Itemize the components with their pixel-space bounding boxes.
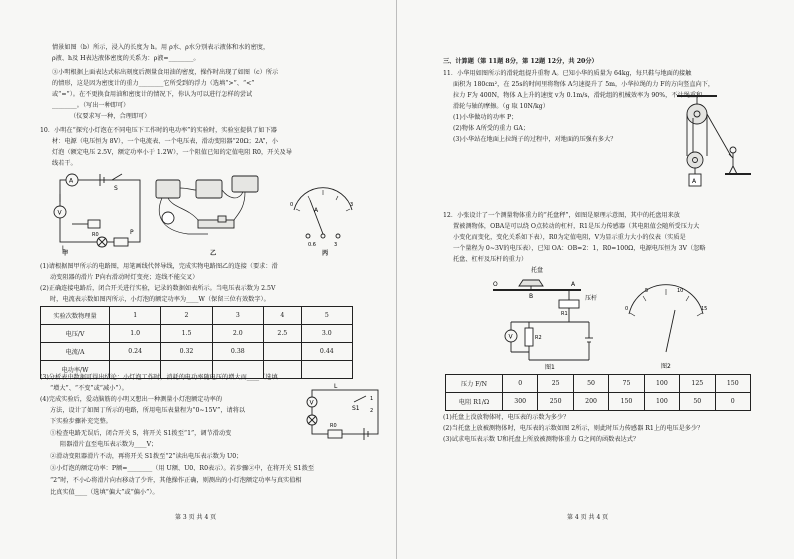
table-cell: 50 [573, 375, 608, 393]
text-line: 置被测物体，OBA是可以绕 O点转动的杠杆，R1是压力传感器（其电阻值会随所受压力大 [453, 223, 700, 230]
text-line: 面积为 180cm²，在 25s的时间里将物体 A匀速提升了 5m，小华拉绳的力 F的方向竖直向下， [453, 81, 715, 88]
text-line: 或“=”）。在不更换食用油和密度计的情况下，你认为可以进行怎样的尝试 [52, 91, 253, 98]
svg-text:1: 1 [370, 396, 374, 402]
pivot-o-label: O [493, 281, 498, 288]
table-cell: 电阻 R1/Ω [446, 393, 503, 411]
text-line: 托盘、杠杆及压杆的重力） [453, 256, 528, 263]
table-cell: 1.0 [110, 325, 161, 343]
text-line: 的情形，这是因为密度计的重力________它所受到的浮力（选填“>”、“<” [52, 80, 255, 87]
text-line: 阻器滑片直至电压表示数为____V； [60, 441, 158, 448]
page-footer: 第 3 页 共 4 页 [175, 514, 217, 521]
table-cell: 125 [680, 375, 715, 393]
pulley-system-figure [673, 92, 753, 194]
apparatus-yi [148, 168, 278, 248]
question-11: 11．小华用如图所示的滑轮组提升重物 A。已知小华的质量为 64kg，每只鞋与地面的接触 [443, 70, 692, 77]
point-b-label: B [529, 293, 534, 300]
text-line: “增大”、“不变”或“减小”）。 [50, 385, 128, 392]
svg-text:V: V [508, 333, 513, 341]
gauge-tick: 15 [701, 306, 708, 312]
svg-text:0: 0 [290, 202, 294, 208]
text-line: 一个量程为 0~3V的电压表），已知 OA：OB=2：1，R0=100Ω，电源电压恒为 3V（忽略 [453, 245, 706, 252]
table-header: 2 [161, 307, 212, 325]
text-line: ③小明根据上面表达式标出刻度后测量食用油的密度，操作时出现了如图（c）所示 [52, 69, 279, 76]
table-cell: 1.5 [161, 325, 212, 343]
svg-text:S1: S1 [352, 405, 360, 412]
figure1-label: 图1 [545, 364, 555, 371]
table-row [446, 393, 751, 411]
table-cell: 电流/A [41, 343, 110, 361]
text-line: (1)托盘上没放物体时，电压表的示数为多少？ [443, 414, 570, 421]
table-cell: 0.38 [212, 343, 263, 361]
text-line: (4)完成实验后，爱动脑筋的小明又想出一种测量小灯泡额定功率的 [40, 396, 223, 403]
text-line: 情景如图（b）所示，浸入的长度为 h。用 ρ水、ρ水分别表示液体和水的密度， [52, 44, 270, 51]
text-line: 灯泡（额定电压 2.5V，额定功率小于 1.2W），一个阻值已知的定值电阻 R0，开关及导 [52, 149, 292, 156]
pulley-block-label: A [692, 178, 697, 185]
table-cell: 压力 F/N [446, 375, 503, 393]
table-cell: 2.5 [263, 325, 301, 343]
table-cell: 75 [609, 375, 644, 393]
svg-text:A: A [69, 177, 74, 185]
table-cell: 50 [680, 393, 715, 411]
text-line: 时，电流表示数如图丙所示，小灯泡的额定功率为____W（保留三位有效数字）。 [50, 296, 270, 303]
table-cell: 电功率/W [41, 361, 110, 379]
gauge-tick: 5 [645, 288, 649, 294]
text-line: (2)物体 A所受的重力 GA； [453, 125, 530, 132]
text-line: (3)分析表中数据可得出结论：小灯泡工作时，消耗的电功率随电压的增大而____（选填 [40, 374, 278, 381]
svg-text:P: P [130, 229, 134, 236]
right-page [397, 0, 794, 559]
table-cell: 100 [644, 375, 679, 393]
table-row [446, 375, 751, 393]
table-cell: 0.32 [161, 343, 212, 361]
table-cell: 250 [538, 393, 573, 411]
text-line: (2)当托盘上放被测物体时，电压表的示数如图 2所示，则此时压力传感器 R1上的电压是多少？ [443, 425, 704, 432]
text-line: （仪要求写一种，合理即可） [70, 113, 151, 120]
table-cell: 300 [503, 393, 538, 411]
r2-label: R2 [535, 335, 542, 341]
table-cell: 0 [503, 375, 538, 393]
svg-text:3: 3 [334, 242, 338, 248]
question-10: 10．小明在“探究小灯泡在不同电压下工作时的电功率”的实验时，实验室提供了如下器 [40, 127, 277, 134]
svg-text:3: 3 [350, 202, 354, 208]
table-cell: 0 [715, 393, 750, 411]
text-line: ________。（写出一种即可） [52, 102, 130, 109]
figure-label-yi: 乙 [210, 250, 217, 257]
table-header: 5 [301, 307, 352, 325]
data-table-10 [40, 306, 353, 379]
svg-text:0.6: 0.6 [308, 242, 316, 248]
text-line: (1)小华做功的功率 P； [453, 114, 518, 121]
table-cell: 电压/V [41, 325, 110, 343]
text-line: (3)小华站在地面上拉绳子的过程中，对地面的压强有多大？ [453, 136, 617, 143]
figure2-label: 图2 [661, 363, 671, 370]
scale-circuit-figure [489, 266, 609, 370]
ammeter-dial-bing [288, 186, 358, 246]
table-header: 实验次数物理量 [41, 307, 110, 325]
svg-text:A: A [314, 207, 319, 214]
svg-text:R0: R0 [92, 232, 99, 238]
text-line: 方法，设计了如图丁所示的电路，所用电压表量程为“0~15V”，请将以 [50, 407, 246, 414]
svg-text:V: V [309, 399, 314, 407]
text-line: 下实验步骤补充完整。 [50, 418, 112, 425]
svg-text:V: V [57, 209, 62, 217]
table-cell: 0.44 [301, 343, 352, 361]
table-cell [301, 361, 352, 379]
figure-label-bing: 丙 [322, 250, 329, 257]
point-a-label: A [571, 281, 576, 288]
section-title: 三、计算题（第 11题 8分，第 12题 12分，共 20分） [443, 58, 598, 65]
text-line: ②滑动变阻器滑片不动，再将开关 S1拨至“2”读出电压表示数为 U0； [50, 453, 243, 460]
text-line: 动变阻器的滑片 P向右滑动时灯变亮；连线不能交叉） [50, 274, 199, 281]
svg-text:S: S [114, 185, 118, 192]
gauge-tick: 0 [625, 306, 629, 312]
table-cell: 100 [644, 393, 679, 411]
table-cell: 3.0 [301, 325, 352, 343]
svg-text:L: L [334, 383, 338, 390]
page-footer: 第 4 页 共 4 页 [567, 514, 609, 521]
text-line: “2”时，不小心将滑片向右移动了少许，其他操作正确，则测出的小灯泡额定功率与真实值相 [50, 477, 302, 484]
table-cell [263, 343, 301, 361]
table-row [41, 343, 353, 361]
tray-label: 托盘 [531, 267, 544, 274]
pressure-resistance-table [445, 374, 751, 411]
table-header: 3 [212, 307, 263, 325]
circuit-diagram-ding [304, 382, 386, 442]
svg-text:2: 2 [370, 408, 374, 414]
rod-label: 压杆 [585, 295, 598, 302]
table-row [41, 325, 353, 343]
text-line: 小变化而变化，变化关系如下表），R0为定值电阻，V为显示重力大小的仪表（实质是 [453, 234, 686, 241]
text-line: (3)试求电压表示数 U和托盘上所放被测物体重力 G之间的函数表达式？ [443, 436, 640, 443]
table-cell: 150 [715, 375, 750, 393]
r1-label: R1 [561, 311, 568, 317]
circuit-diagram-jia [52, 172, 152, 252]
svg-text:R0: R0 [330, 423, 337, 429]
text-line: ①检查电路无误后，闭合开关 S，将开关 S1拨至“1”，调节滑动变 [50, 430, 232, 437]
figure-label-jia: 甲 [62, 250, 69, 257]
gauge-tick: 10 [677, 288, 684, 294]
table-cell: 25 [538, 375, 573, 393]
table-cell: 0.24 [110, 343, 161, 361]
text-line: 材：电源（电压恒为 8V），一个电流表、一个电压表，滑动变阻器“20Ω；2A”，小 [52, 138, 278, 145]
text-line: ③小灯泡的额定功率：P额=________（用 U额、U0、R0表示）。若步骤②中，在将开关 S1拨至 [50, 465, 315, 472]
svg-text:L: L [62, 245, 66, 252]
table-cell: 150 [609, 393, 644, 411]
text-line: (2)正确连接电路后，闭合开关进行实验，记录的数据如表所示。当电压表示数为 2.5V [40, 285, 276, 292]
text-line: (1)请根据图甲所示的电路图，用笔画线代替导线，完成实物电路图乙的连接（要求：滑 [40, 263, 278, 270]
text-line: 比真实值____（选填“偏大”或“偏小”）。 [50, 489, 159, 496]
voltmeter-dial-figure [621, 284, 711, 370]
text-line: 拉力 F为 400N，物体 A上升的速度 v为 0.1m/s，滑轮组的机械效率为 90%，不计绳重和 [453, 92, 703, 99]
table-header: 1 [110, 307, 161, 325]
table-header: 4 [263, 307, 301, 325]
question-12: 12．小张设计了一个测量物体重力的“托盘秤”，如图是原理示意图，其中的托盘用来放 [443, 212, 680, 219]
text-line: ρ液、h及 H表达液体密度的关系为：ρ液=________。 [52, 55, 200, 62]
text-line: 线若干。 [52, 160, 77, 167]
table-cell: 2.0 [212, 325, 263, 343]
text-line: 滑轮与轴的摩擦。（g 取 10N/kg） [453, 103, 549, 110]
table-cell: 200 [573, 393, 608, 411]
